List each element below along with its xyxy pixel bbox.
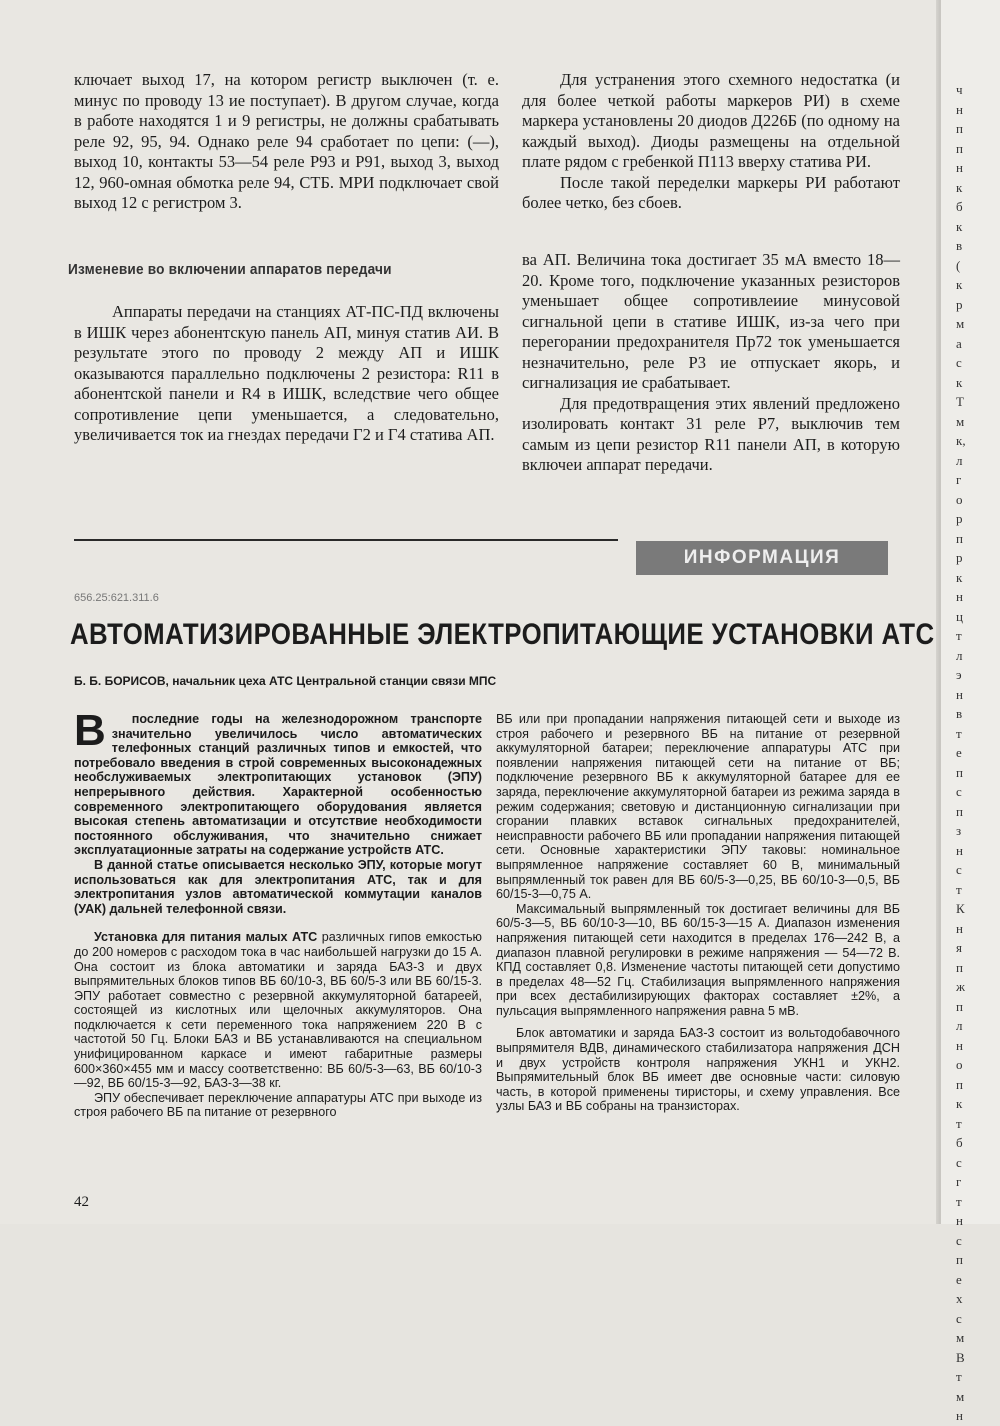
margin-letter: н: [956, 101, 963, 117]
margin-letter: К: [956, 901, 965, 916]
margin-letter: н: [956, 160, 963, 175]
margin-letter: п: [956, 530, 963, 546]
margin-letter: н: [956, 686, 963, 702]
lead-in: Установка для питания малых АТС: [94, 930, 318, 945]
margin-letter: п: [956, 998, 963, 1014]
margin-letter: м: [956, 316, 965, 331]
margin-letter: с: [956, 1154, 962, 1170]
margin-letter: т: [956, 1369, 962, 1384]
margin-letter: к,: [956, 433, 966, 448]
article-title: АВТОМАТИЗИРОВАННЫЕ ЭЛЕКТРОПИТАЮЩИЕ УСТАНОВКИ АТС: [70, 618, 935, 651]
margin-letter: в: [956, 706, 963, 721]
margin-letter: х: [956, 1291, 963, 1306]
udc-code: 656.25:621.311.6: [74, 592, 159, 604]
section-left-column: [74, 302, 499, 446]
margin-letter: м: [956, 413, 965, 429]
margin-letter: п: [956, 121, 963, 136]
margin-letter: ц: [956, 608, 963, 624]
paragraph: ва АП. Величина тока достигает 35 мА вместо 18—20. Кроме того, подключение указанных резисторов уменьшает общее сопротивлеиие минусовой сигнальной цепи в стативе ИШК, из-за чего при перегорании предохранителя Пр72 ток уменьшается незначительно, реле Р3 ие отпускает якорь, и сигнализация ие срабатывает.: [522, 250, 900, 392]
margin-letter: т: [956, 628, 962, 643]
margin-letter: с: [956, 1310, 962, 1326]
margin-letter: т: [956, 881, 962, 897]
margin-letter: о: [956, 491, 963, 507]
drop-cap: В: [74, 706, 106, 755]
paragraph: [74, 930, 482, 1091]
margin-letter: п: [956, 1252, 963, 1267]
margin-letter: т: [956, 1115, 962, 1131]
margin-letter: к: [956, 218, 963, 234]
paragraph: Для предотвращения этих явлений предложено изолировать контакт 31 реле Р7, выключив тем самым из цепи резистор R11 панели АП, в которую включеи аппарат передачи.: [522, 393, 900, 474]
margin-letter: м: [956, 1330, 965, 1345]
margin-letter: п: [956, 140, 963, 156]
article-left-column: [74, 706, 482, 1120]
margin-letter: р: [956, 550, 963, 565]
page-number: 42: [74, 1194, 89, 1210]
margin-letter: з: [956, 823, 962, 838]
margin-letter: э: [956, 667, 962, 682]
margin-letter: н: [956, 1213, 963, 1228]
margin-letter: я: [956, 940, 962, 955]
top-left-column: [74, 70, 499, 214]
margin-letter: п: [956, 959, 963, 975]
margin-letter: п: [956, 1076, 963, 1092]
section-heading: Изменевие во включении аппаратов передачи: [68, 262, 392, 278]
margin-letter: н: [956, 842, 963, 858]
margin-letter: к: [956, 569, 963, 585]
margin-letter: о: [956, 1057, 963, 1072]
horizontal-rule: [74, 539, 618, 541]
paragraph: ВБ или при пропадании напряжения питающей сети и выходе из строя рабочего и резервного ВБ на питание от резервной аккумуляторной батареи; переключение аппаратуры АТС при появлении напряжения питающей сети на питание от ВБ; подключение резервного ВБ к аккумуляторной батарее для ее заряда, переключение аккумуляторной батареи из режима заряда в режим содержания; световую и дистанционную сигнализации при сгорании плавких вставок сигнальных предохранителей, неисправности рабочего ВБ или пропадании напряжения питающей сети. Основные характеристики ЭПУ таковы: номинальное выпрямленное напряжение составляет 60 В, минимальный выпрямленный ток равен для ВБ 60/5-3—0,25, ВБ 60/10-3—0,5, ВБ 60/15-3—0,75 А.: [496, 712, 900, 902]
article-byline: Б. Б. БОРИСОВ, начальник цеха АТС Центральной станции связи МПС: [74, 674, 497, 688]
margin-letter: г: [956, 1174, 962, 1189]
intro-paragraph: [74, 706, 482, 858]
paragraph: Для устранения этого схемного недостатка (и для более четкой работы маркеров РИ) в схеме маркера установлены 20 диодов Д226Б (по одному на каждый выход). Диоды размещены на отдельной плате рядом с гребенкой П113 вверху статива РИ.: [522, 70, 900, 171]
margin-letter: (: [956, 257, 961, 273]
margin-letter: м: [956, 1388, 965, 1404]
margin-letter: н: [956, 1037, 963, 1053]
margin-letter: к: [956, 374, 963, 390]
paragraph-text: различных гипов емкостью до 200 номеров с расходом тока в час наибольшей нагрузки до 15 А. Она состоит из блока автоматики и заряда БАЗ-3 и двух выпрямительных блоков типов ВБ 60/10-3, ВБ 60/5-3 или ВБ 60/15-3. ЭПУ работает совместно с резервной аккумуляторной батареей, состоящей из кислотных или щелочных аккумуляторов. Она подключается к сети переменного тока напряжением 220 В с частотой 50 Гц. Блоки БАЗ и ВБ устанавливаются на специальном унифицированном каркасе и имеют габаритные размеры 600×360×455 мм и массу соответственно: ВБ 60/5-3—63, ВБ 60/10-3—92, ВБ 60/15-3—92, БАЗ-3—38 кг.: [74, 930, 482, 1091]
paragraph: Максимальный выпрямленный ток достигает величины для ВБ 60/5-3—5, ВБ 60/10-3—10, ВБ 60/15-3—15 А. Диапазон изменения напряжения питающей сети находится в пределах 176—242 В, а диапазон плавной регулировки в режиме напряжения — 54—72 В. КПД составляет 0,8. Изменение частоты питающей сети допустимо в пределах 48—52 Гц. Стабилизация выпрямленного напряжения при всех дестабилизирующих факторах составляет ±2%, а пульсация выпрямленного напряжения равна 5 мВ.: [496, 901, 900, 1018]
article-right-column: [496, 712, 900, 1114]
margin-letter: л: [956, 647, 963, 663]
margin-letter: с: [956, 1232, 962, 1248]
margin-letter: т: [956, 725, 962, 741]
section-right-column: [522, 250, 900, 476]
margin-letter: ж: [956, 979, 965, 994]
margin-letter: к: [956, 1096, 963, 1111]
margin-letter: В: [956, 1349, 965, 1365]
paragraph: Блок автоматики и заряда БАЗ-3 состоит из вольтодобавочного выпрямителя ВДВ, динамического стабилизатора напряжения ДСН и двух устройств контроля напряжения УКН1 и УКН2. Выпрямительный блок ВБ имеет две основные части: силовую часть, в которой применены тиристоры, и схему управления. Все узлы БАЗ и ВБ собраны на транзисторах.: [496, 1026, 900, 1114]
continued-paragraph: ключает выход 17, на котором регистр выключен (т. е. минус по проводу 13 ие поступает). В другом случае, когда в работе находятся 1 и 9 регистры, не должны срабатывать реле 92, 95, 94. Однако реле 94 сработает по цепи: (—), выход 10, контакты 53—54 реле Р93 и Р91, выход 3, выход 12, 960-омная обмотка реле 94, СТБ. МРИ подключает свой выход 12 с регистром 3.: [74, 70, 499, 212]
margin-letter: г: [956, 472, 962, 487]
margin-letter: т: [956, 1193, 962, 1209]
intro-text: последние годы на железнодорожном транспорте значительно увеличилось число автоматических телефонных станций различных типов и емкостей, что потребовало введения в строй современных высоконадежных необслуживаемых электропитающих установок (ЭПУ) непрерывного действия. Характерной особенностью современного электропитающего оборудования является высокая степень автоматизации и отсутствие необходимости постоянного обслуживания, что значительно снижает эксплуатационные затраты на содержание устройств АТС.: [74, 712, 482, 858]
margin-letter: а: [956, 335, 962, 351]
margin-letter: е: [956, 1271, 962, 1287]
margin-letter: Т: [956, 394, 964, 409]
margin-letter: в: [956, 238, 963, 253]
margin-letter: б: [956, 199, 963, 214]
paragraph: ЭПУ обеспечивает переключение аппаратуры АТС при выходе из строя рабочего ВБ па питание от резервного: [74, 1090, 482, 1120]
margin-letter: н: [956, 589, 963, 604]
info-banner: ИНФОРМАЦИЯ: [636, 541, 888, 575]
margin-letter: л: [956, 1018, 963, 1033]
margin-letter: с: [956, 355, 962, 370]
margin-letter: с: [956, 784, 962, 799]
top-right-column: [522, 70, 900, 214]
intro-paragraph-2: В данной статье описывается несколько ЭПУ, которые могут использоваться как для электропитания АТС, так и для электропитания узлов автоматической коммутации каналов (УАК) дальней телефонной связи.: [74, 857, 482, 916]
margin-letter: н: [956, 1408, 963, 1423]
margin-letter: е: [956, 745, 962, 760]
margin-letter: п: [956, 803, 963, 819]
margin-letter: к: [956, 277, 963, 292]
margin-letter: ч: [956, 82, 963, 97]
margin-letter: л: [956, 452, 963, 468]
paragraph: После такой переделки маркеры РИ работают более четко, без сбоев.: [522, 172, 900, 212]
margin-letter: р: [956, 511, 963, 526]
margin-letter: п: [956, 764, 963, 780]
margin-letter: с: [956, 862, 962, 877]
margin-letter: н: [956, 920, 963, 936]
paragraph: Аппараты передачи на станциях АТ-ПС-ПД включены в ИШК через абонентскую панель АП, минуя статив АИ. В результате этого по проводу 2 между АП и ИШК оказываются параллельно подключены 2 резистора: R11 в абонентской панели и R4 в ИШК, вследствие чего общее сопротивление цепи уменьшается, а следовательно, увеличивается ток иа гнездах передачи Г2 и Г4 статива АП.: [74, 302, 499, 444]
margin-letter: р: [956, 296, 963, 312]
margin-letter: к: [956, 179, 963, 195]
margin-letter: б: [956, 1135, 963, 1150]
